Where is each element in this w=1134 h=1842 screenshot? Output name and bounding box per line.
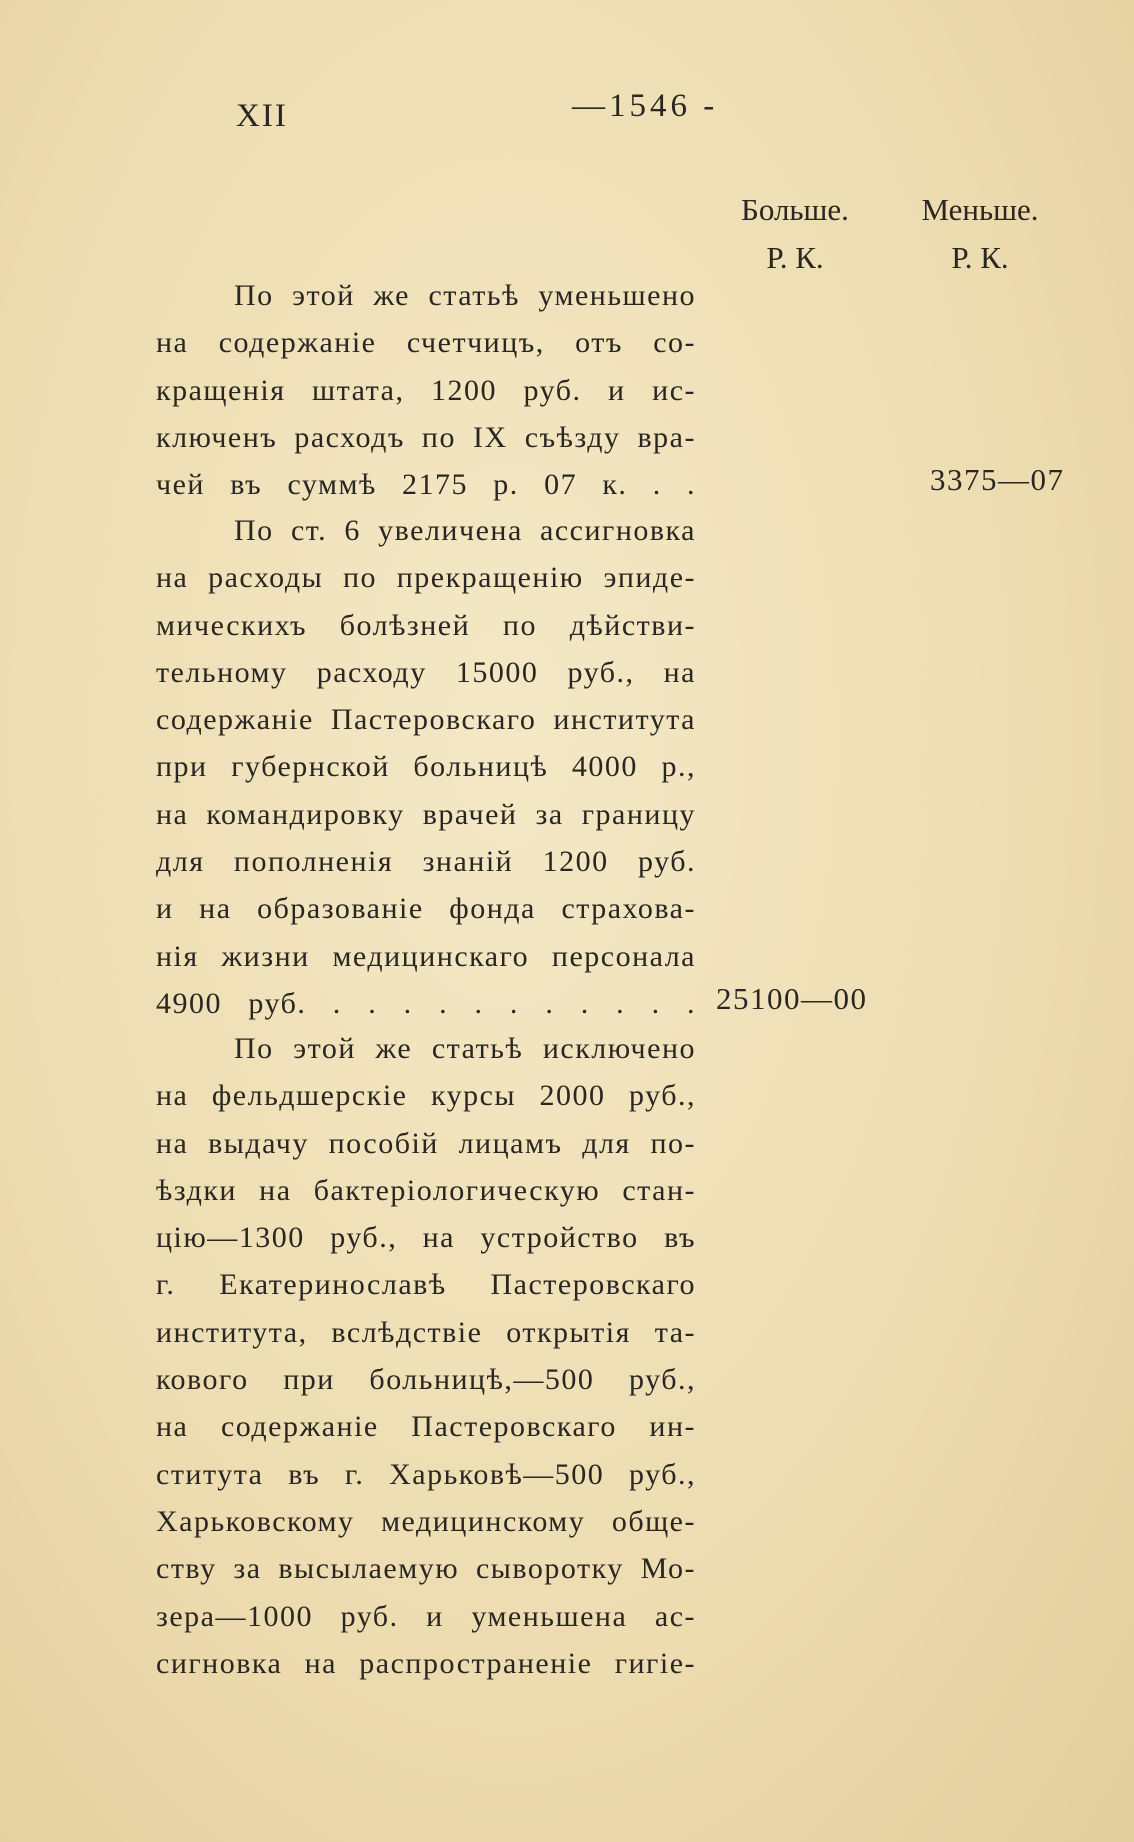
text-line: По этой же статьѣ исключено: [234, 1032, 696, 1065]
section-mark: XII: [236, 98, 288, 134]
text-line: содержаніе Пастеровскаго института: [156, 703, 696, 737]
text-line: на содержаніе Пастеровскаго ин-: [156, 1410, 696, 1444]
text-line: Харьковскому медицинскому обще-: [156, 1504, 696, 1538]
text-line: чей въ суммѣ 2175 р. 07 к. . .: [156, 468, 696, 502]
amount-more-25100-00: 25100—00: [716, 981, 868, 1016]
column-units-more: Р. К.: [766, 240, 824, 275]
text-line: сигновка на распространеніе гигіе-: [156, 1646, 696, 1680]
column-header-more: [715, 186, 875, 282]
text-line: на содержаніе счетчицъ, отъ со-: [156, 326, 696, 360]
text-line: ству за высылаемую сыворотку Мо-: [156, 1552, 696, 1586]
text-line: для пополненія знаній 1200 руб.: [156, 845, 696, 879]
column-title-less: Меньше.: [921, 192, 1039, 227]
text-line: при губернской больницѣ 4000 р.,: [156, 750, 696, 784]
text-line: на выдачу пособій лицамъ для по-: [156, 1126, 696, 1160]
text-line: института, вслѣдствіе открытія та-: [156, 1315, 696, 1349]
text-line: кового при больницѣ,—500 руб.,: [156, 1363, 696, 1397]
text-line: г. Екатеринославѣ Пастеровскаго: [156, 1268, 696, 1302]
text-line: на фельдшерскіе курсы 2000 руб.,: [156, 1079, 696, 1113]
text-line: ѣздки на бактеріологическую стан-: [156, 1173, 696, 1207]
text-line: и на образованіе фонда страхова-: [156, 892, 696, 926]
text-line: ститута въ г. Харьковѣ—500 руб.,: [156, 1457, 696, 1491]
text-line: тельному расходу 15000 руб., на: [156, 655, 696, 689]
page-number: —1546 -: [572, 88, 719, 124]
paragraph-1: [156, 272, 696, 508]
text-line: мическихъ болѣзней по дѣйстви-: [156, 608, 696, 642]
paragraph-3: [156, 1025, 696, 1687]
text-line: зера—1000 руб. и уменьшена ас-: [156, 1599, 696, 1633]
text-line: на командировку врачей за границу: [156, 797, 696, 831]
column-header-less: [900, 186, 1060, 282]
amount-less-3375-07: 3375—07: [930, 462, 1065, 497]
text-line: ключенъ расходъ по IX съѣзду вра-: [156, 420, 696, 454]
text-line: нія жизни медицинскаго персонала: [156, 939, 696, 973]
text-line: кращенія штата, 1200 руб. и ис-: [156, 373, 696, 407]
column-units-less: Р. К.: [951, 240, 1009, 275]
text-line: цію—1300 руб., на устройство въ: [156, 1221, 696, 1255]
text-line: 4900 руб. . . . . . . . . . . .: [156, 986, 696, 1020]
text-line: на расходы по прекращенію эпиде-: [156, 561, 696, 595]
column-title-more: Больше.: [741, 192, 849, 227]
text-line: По этой же статьѣ уменьшено: [234, 279, 696, 312]
text-line: По ст. 6 увеличена ассигновка: [234, 514, 696, 547]
paragraph-2: [156, 507, 696, 1027]
